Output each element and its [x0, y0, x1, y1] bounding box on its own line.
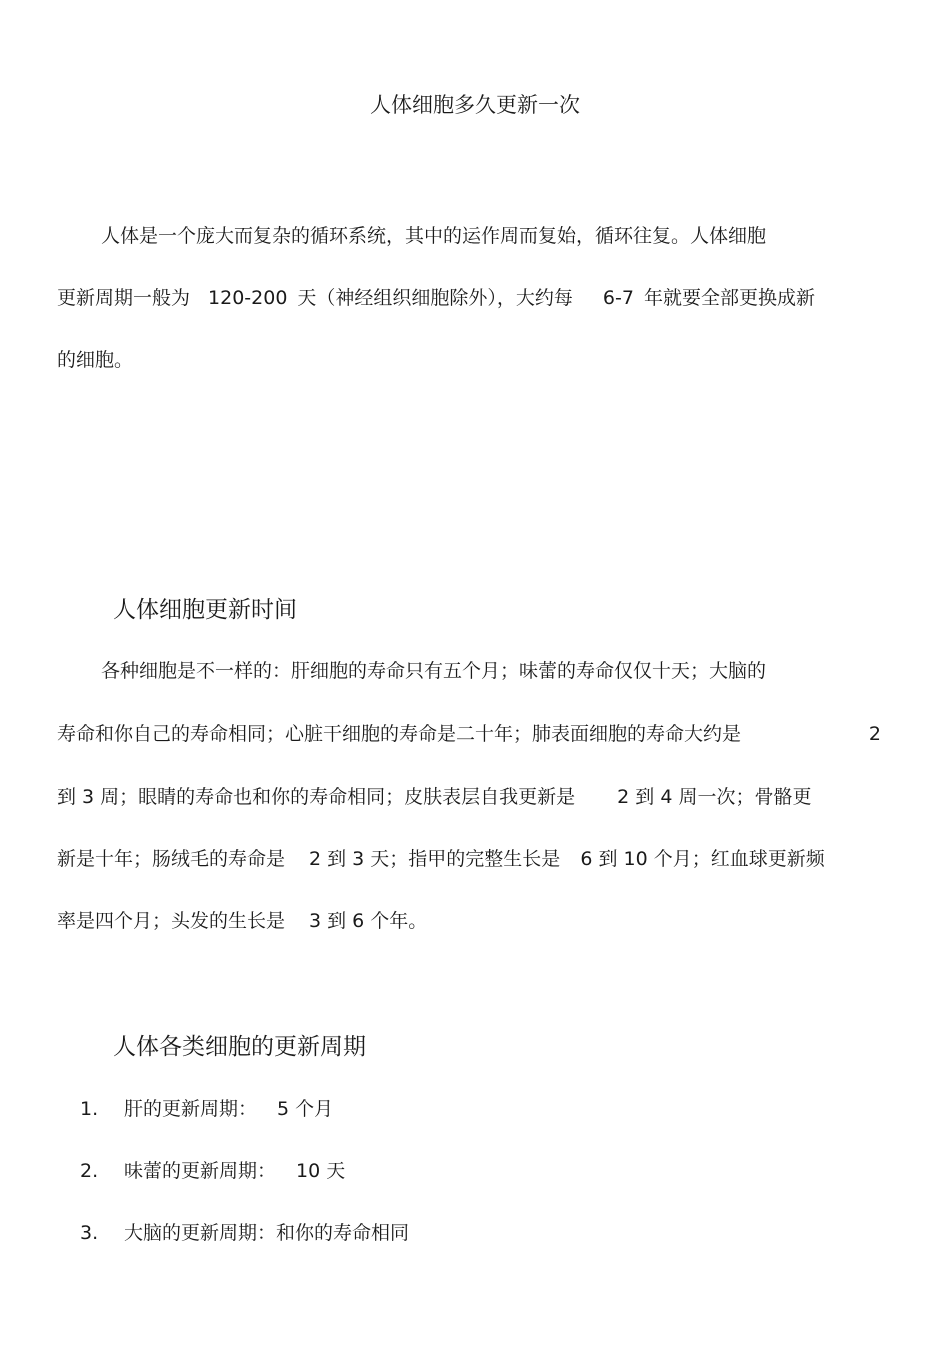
section-heading-update-cycle: 人体各类细胞的更新周期: [113, 1034, 366, 1060]
section1-line-2-seg-2: 2: [868, 723, 881, 745]
list-item-number: 2.: [80, 1160, 99, 1182]
section1-line-2: [57, 720, 881, 748]
section1-line-5-seg-2: 3 到 6 个年。: [309, 910, 428, 932]
list-item: [80, 1157, 345, 1185]
list-item-value: 10 天: [296, 1160, 346, 1182]
list-item-number: 1.: [80, 1098, 99, 1120]
list-item-value: 和你的寿命相同: [276, 1222, 410, 1244]
section1-line-5-seg-1: 率是四个月；头发的生长是: [57, 910, 286, 932]
section1-line-3-seg-1: 到 3 周；眼睛的寿命也和你的寿命相同；皮肤表层自我更新是: [57, 786, 576, 808]
section1-line-1: 各种细胞是不一样的：肝细胞的寿命只有五个月；味蕾的寿命仅仅十天；大脑的: [101, 660, 767, 682]
intro-line-2-seg-4: 6-7: [602, 287, 634, 309]
section1-line-5: [57, 907, 427, 935]
intro-line-2-seg-3: 天（神经组织细胞除外），大约每: [297, 287, 573, 309]
section1-line-4-seg-1: 新是十年；肠绒毛的寿命是: [57, 848, 286, 870]
section1-line-4: [57, 845, 825, 873]
section1-line-3: [57, 783, 811, 811]
list-item: [80, 1219, 409, 1247]
intro-line-2-seg-5: 年就要全部更换成新: [643, 287, 815, 309]
section1-line-3-seg-2: 2 到 4 周一次；骨骼更: [617, 786, 812, 808]
intro-line-1: 人体是一个庞大而复杂的循环系统，其中的运作周而复始，循环往复。人体细胞: [101, 225, 767, 247]
list-item-label: 味蕾的更新周期：: [124, 1160, 277, 1182]
intro-line-2: [57, 284, 815, 312]
intro-line-2-seg-2: 120-200: [208, 287, 288, 309]
section1-line-4-seg-2: 2 到 3 天；指甲的完整生长是: [309, 848, 561, 870]
document-title: 人体细胞多久更新一次: [370, 93, 580, 117]
list-item-value: 5 个月: [277, 1098, 334, 1120]
list-item-label: 大脑的更新周期：: [124, 1222, 277, 1244]
section-heading-update-time: 人体细胞更新时间: [113, 597, 297, 623]
list-item: [80, 1095, 333, 1123]
section1-line-4-seg-3: 6 到 10 个月；红血球更新频: [580, 848, 825, 870]
list-item-number: 3.: [80, 1222, 99, 1244]
intro-line-2-seg-1: 更新周期一般为: [57, 287, 191, 309]
list-item-label: 肝的更新周期：: [124, 1098, 258, 1120]
section1-line-2-seg-1: 寿命和你自己的寿命相同；心脏干细胞的寿命是二十年；肺表面细胞的寿命大约是: [57, 723, 742, 745]
intro-line-3: 的细胞。: [57, 349, 134, 371]
